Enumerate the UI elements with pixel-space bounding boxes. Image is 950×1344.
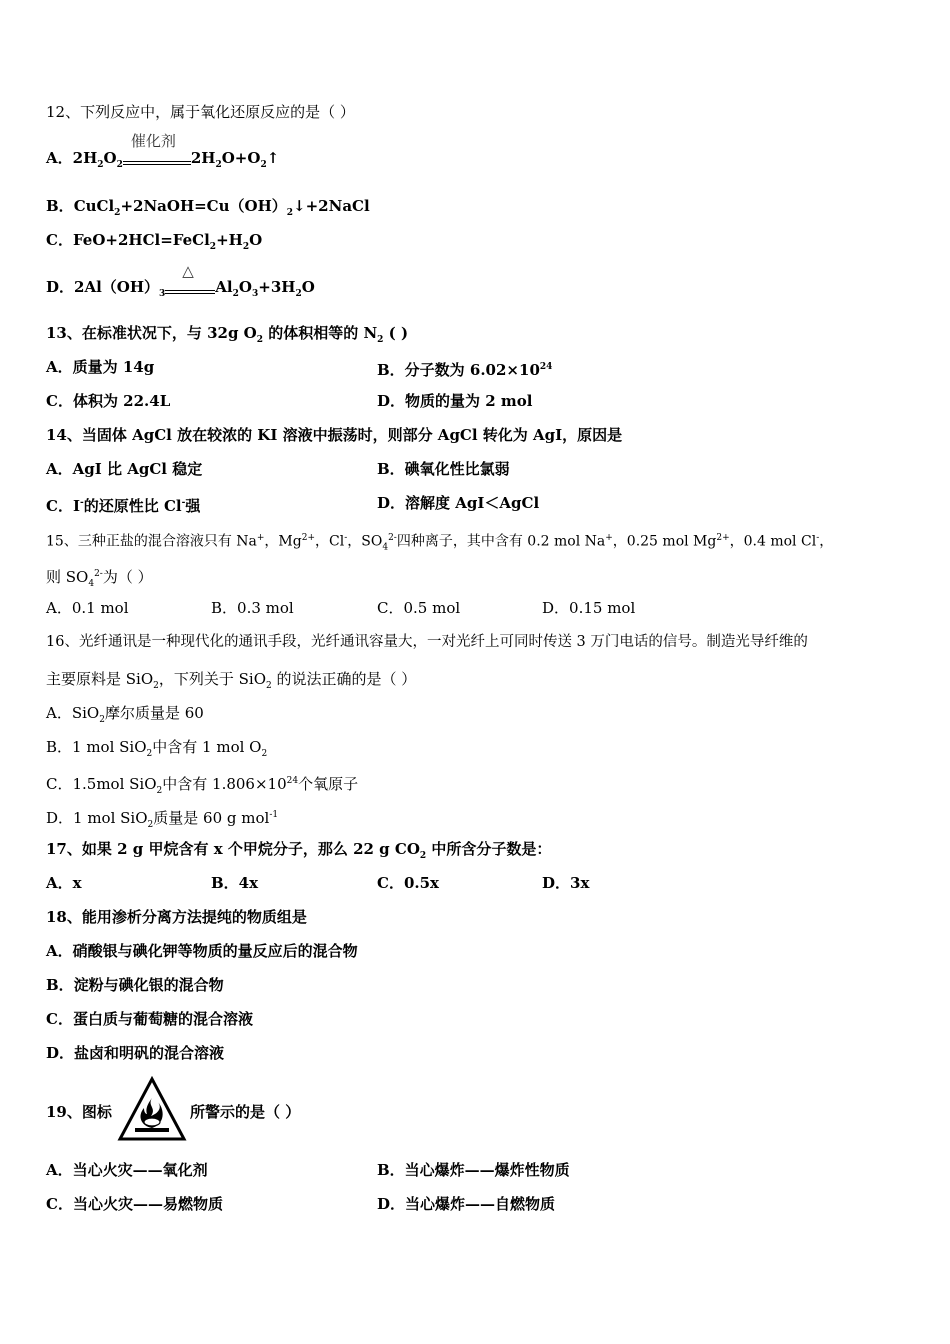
q15-option-a: A．0.1 mol <box>46 599 129 617</box>
q12-option-c: C．$FeO+2HCl=FeCl_2+H_2O$ <box>46 231 263 252</box>
q12-option-b: B．$CuCl_2+2NaOH=Cu(OH)_2↓+2NaCl$ <box>46 197 370 218</box>
q15-option-d: D．0.15 mol <box>542 599 636 617</box>
q13-option-b: B．分子数为 $6.02\times 10^{24}$ <box>377 361 553 379</box>
q16-option-b: B．1 mol SiO$_2$中含有 1 mol $O_2$ <box>46 738 268 759</box>
heat-equal-sign: △ <box>165 278 215 298</box>
q14-option-a: A．AgI 比 AgCl 稳定 <box>46 460 203 478</box>
q16-option-a: A．SiO$_2$摩尔质量是 60 <box>46 704 204 725</box>
q14-option-b: B．碘氧化性比氯弱 <box>377 460 510 478</box>
q15-option-c: C．0.5 mol <box>377 599 461 617</box>
q13-option-c: C．体积为 22.4L <box>46 392 171 410</box>
q17-option-b: B．4x <box>211 874 259 892</box>
q19-stem-prefix: 19、图标 <box>46 1103 112 1121</box>
q18-option-a: A．硝酸银与碘化钾等物质的量反应后的混合物 <box>46 942 358 960</box>
q13-stem: 13、在标准状况下，与 32g $O_2$ 的体积相等的 $N_2$ ( ) <box>46 324 409 345</box>
q18-stem: 18、能用渗析分离方法提纯的物质组是 <box>46 908 307 926</box>
q18-option-d: D．盐卤和明矾的混合溶液 <box>46 1044 225 1062</box>
q19-option-b: B．当心爆炸——爆炸性物质 <box>377 1161 570 1179</box>
q12-option-d: D．$2Al(OH)_3$ △ $Al_2O_3+3H_2O$ <box>46 262 315 299</box>
q13-option-a: A．质量为 14g <box>46 358 155 376</box>
q19-stem-suffix: 所警示的是（ ） <box>190 1103 301 1121</box>
q16-stem-line1: 16、光纤通讯是一种现代化的通讯手段，光纤通讯容量大，一对光纤上可同时传送 3 万门电话的信号。制造光导纤维的 <box>46 634 808 650</box>
q17-option-a: A．x <box>46 874 82 892</box>
q13-option-d: D．物质的量为 2 mol <box>377 392 533 410</box>
q16-option-c: C．1.5mol SiO$_2$中含有 $1.806\times 10^{24}$个氧原子 <box>46 775 359 796</box>
q15-option-b: B．0.3 mol <box>211 599 294 617</box>
q15-stem-line2: 则 $SO_4^{2-}$为（ ） <box>46 568 153 589</box>
q17-stem: 17、如果 2 g 甲烷含有 x 个甲烷分子，那么 22 g $CO_2$ 中所含分子数是： <box>46 840 552 861</box>
q17-option-d: D．3x <box>542 874 590 892</box>
q12-stem: 12、下列反应中，属于氧化还原反应的是（ ） <box>46 103 355 121</box>
q15-stem-line1: 15、三种正盐的混合溶液只有 Na+，$Mg^{2+}$，Cl-，$SO_4^{2-}$四种离子，其中含有 0.2 mol Na+，0.25 mol $Mg^{2+}$，0.4 mol Cl-， <box>46 533 834 553</box>
q14-option-d: D．溶解度 AgI＜AgCl <box>377 494 540 512</box>
q12-option-a: A．$2H_2O_2$ 催化剂 $2H_2O+O_2↑$ <box>46 132 280 170</box>
q16-stem-line2: 主要原料是 SiO$_2$，下列关于 SiO$_2$ 的说法正确的是（ ） <box>46 670 417 691</box>
q18-option-b: B．淀粉与碘化银的混合物 <box>46 976 224 994</box>
q17-option-c: C．0.5x <box>377 874 439 892</box>
q19-option-d: D．当心爆炸——自燃物质 <box>377 1195 556 1213</box>
q14-stem: 14、当固体 AgCl 放在较浓的 KI 溶液中振荡时，则部分 AgCl 转化为 AgI，原因是 <box>46 426 623 444</box>
q16-option-d: D．1 mol SiO$_2$质量是 60 g mol$^{-1}$ <box>46 809 279 830</box>
q19-option-c: C．当心火灾——易燃物质 <box>46 1195 223 1213</box>
q18-option-c: C．蛋白质与葡萄糖的混合溶液 <box>46 1010 253 1028</box>
catalyst-equal-sign: 催化剂 <box>123 149 191 169</box>
q19-option-a: A．当心火灾——氧化剂 <box>46 1161 208 1179</box>
q14-option-c: C．I-的还原性比 Cl-强 <box>46 497 201 515</box>
flammable-hazard-icon <box>117 1076 187 1142</box>
